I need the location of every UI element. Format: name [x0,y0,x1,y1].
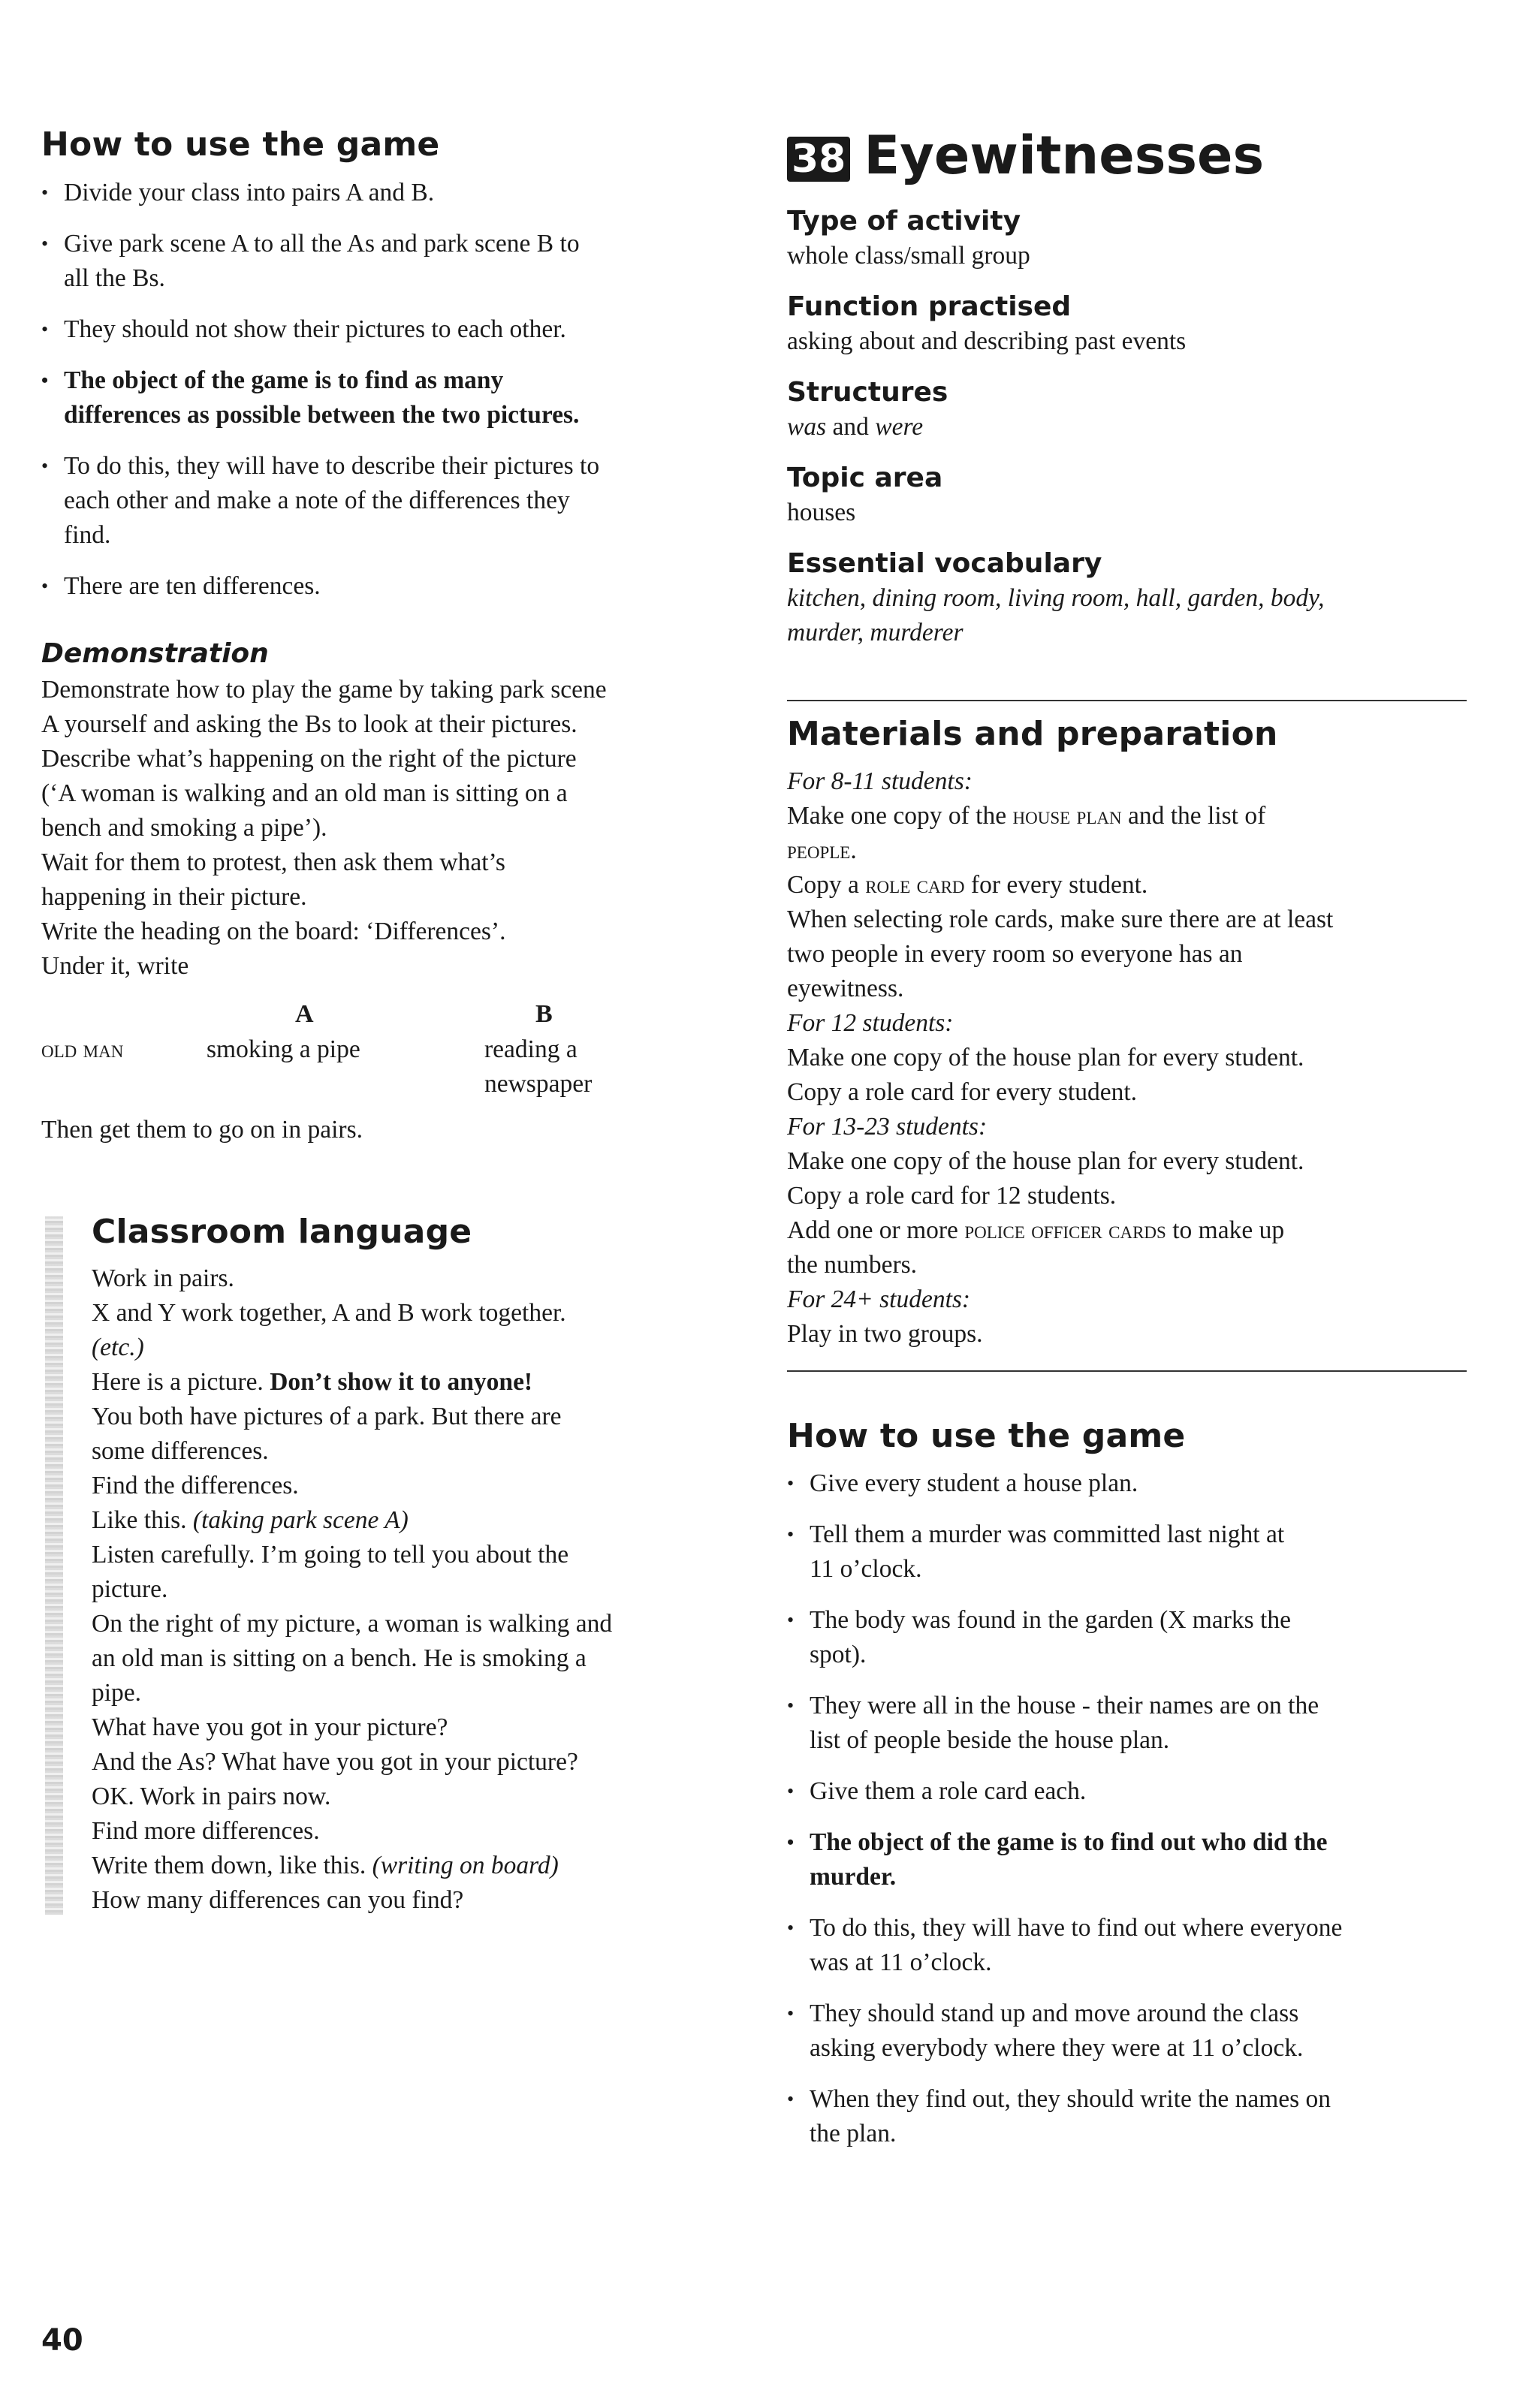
structures-value: was and were [787,413,924,441]
how-to-use-list-right [787,1466,1467,2168]
page-number: 40 [41,2323,83,2358]
list-item: • The object of the game is to find as many differences as possible between the two pictures. [41,363,721,432]
table-col-b: B [535,1000,553,1028]
type-of-activity-heading: Type of activity [787,206,1021,237]
topic-area-heading: Topic area [787,463,943,493]
list-item: • Tell them a murder was committed last night at 11 o’clock. [787,1517,1467,1587]
table-cell-b1: reading a [484,1035,578,1063]
list-item: • Give every student a house plan. [787,1466,1467,1501]
classroom-language-text: Work in pairs. X and Y work together, A and B work together. (etc.) Here is a picture. Don’t show it to anyone! You both have pictures of a park. But there are some differences. Find the differences. Like this. (taking park scene A) Listen carefully. I’m going to tell you about the picture. On the right of my picture, a woman is walking and an old man is sitting on a bench. He is smoking a pipe. What have you got in your picture? And the As? What have you got in your picture? OK. Work in pairs now. Find more differences. Write them down, like this. (writing on board) How many differences can you find? [92,1264,613,1914]
classroom-language-side-bar [45,1216,63,1915]
how-to-use-heading-left: How to use the game [41,125,440,164]
list-item: • To do this, they will have to find out where everyone was at 11 o’clock. [787,1911,1467,1980]
essential-vocabulary-value: kitchen, dining room, living room, hall, garden, body, murder, murderer [787,584,1325,646]
list-item: • To do this, they will have to describe their pictures to each other and make a note of the differences they find. [41,449,721,553]
table-col-a: A [295,1000,314,1028]
demonstration-text: Demonstrate how to play the game by taking park scene A yourself and asking the Bs to look at their pictures. Describe what’s happening on the right of the picture (‘A woman is walking and an old man is sitting on a bench and smoking a pipe’). Wait for them to protest, then ask them what’s happening in their picture. Write the heading on the board: ‘Differences’. Under it, write [41,676,607,980]
list-item: • The object of the game is to find out who did the murder. [787,1825,1467,1894]
list-item: • They were all in the house - their names are on the list of people beside the house plan. [787,1689,1467,1758]
materials-text: For 8-11 students: Make one copy of the house plan and the list of people. Copy a role card for every student. When selecting role cards, make sure there are at least two people in every room so everyone has an eyewitness. For 12 students: Make one copy of the house plan for every student. Copy a role card for every student. For 13-23 students: Make one copy of the house plan for every student. Copy a role card for 12 students. Add one or more police officer cards to make up the numbers. For 24+ students: Play in two groups. [787,767,1334,1348]
list-item: • There are ten differences. [41,569,721,604]
divider [787,1370,1467,1372]
classroom-language-heading: Classroom language [92,1213,472,1251]
demonstration-heading: Demonstration [41,638,269,669]
list-item: • The body was found in the garden (X marks the spot). [787,1603,1467,1672]
list-item: • They should stand up and move around the class asking everybody where they were at 11 o’clock. [787,1997,1467,2066]
topic-area-value: houses [787,499,856,526]
list-item: • They should not show their pictures to each other. [41,312,721,347]
structures-heading: Structures [787,377,948,408]
activity-title [787,124,1264,187]
essential-vocabulary-heading: Essential vocabulary [787,548,1102,579]
activity-title-text: Eyewitnesses [864,125,1265,186]
demonstration-closing: Then get them to go on in pairs. [41,1116,363,1144]
how-to-use-heading-right: How to use the game [787,1417,1186,1455]
function-practised-heading: Function practised [787,291,1072,322]
type-of-activity-value: whole class/small group [787,242,1030,270]
materials-heading: Materials and preparation [787,715,1278,753]
how-to-use-list-left [41,176,721,620]
activity-number-badge: 38 [787,137,850,182]
function-practised-value: asking about and describing past events [787,327,1187,355]
list-item: • When they find out, they should write the names on the plan. [787,2082,1467,2151]
list-item: • Give park scene A to all the As and park scene B to all the Bs. [41,227,721,296]
list-item: • Divide your class into pairs A and B. [41,176,721,210]
list-item: • Give them a role card each. [787,1774,1467,1809]
table-cell-a: smoking a pipe [207,1035,360,1063]
divider [787,700,1467,701]
table-cell-b2: newspaper [484,1070,593,1098]
table-row-label: old man [41,1035,124,1063]
